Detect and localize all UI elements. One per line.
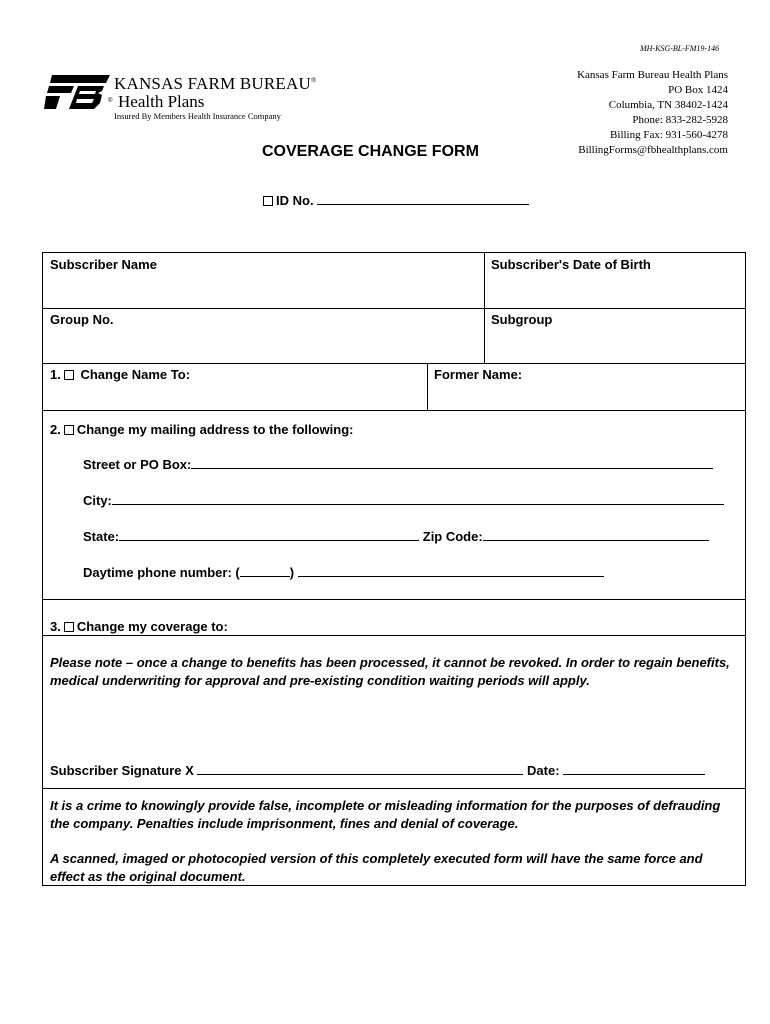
column-divider — [484, 253, 485, 363]
former-name-label: Former Name: — [434, 367, 523, 382]
logo-health-plans: Health Plans — [118, 92, 205, 111]
change-address-label: Change my mailing address to the following: — [76, 422, 354, 437]
change-name-checkbox[interactable] — [64, 370, 74, 380]
date-field[interactable] — [563, 762, 705, 775]
change-coverage-label: Change my coverage to: — [76, 619, 228, 634]
logo-registered-mark: ® — [108, 98, 113, 104]
signature-field[interactable] — [197, 762, 523, 775]
id-number-row — [260, 192, 529, 208]
address-line: Phone: 833-282-5928 — [632, 114, 728, 126]
signature-row — [50, 762, 705, 778]
change-name-label: Change Name To: — [80, 367, 191, 382]
state-field[interactable] — [119, 528, 419, 541]
form-code: MH-KSG-BL-FM19-146 — [640, 44, 720, 53]
change-address-row: 2. Change my mailing address to the following: — [50, 422, 354, 437]
row-divider — [43, 599, 745, 600]
subscriber-dob-label: Subscriber's Date of Birth — [491, 257, 651, 272]
address-line: Billing Fax: 931-560-4278 — [610, 129, 728, 141]
street-row — [83, 456, 713, 472]
signature-label: Subscriber Signature X — [50, 763, 194, 778]
group-no-label: Group No. — [50, 312, 114, 327]
address-email[interactable]: BillingForms@fbhealthplans.com — [578, 144, 728, 156]
benefits-note: Please note – once a change to benefits has been processed, it cannot be revoked. In order to regain benefits, medical underwriting for approval and pre-existing condition waiting periods will apply. — [50, 655, 730, 688]
address-line: Kansas Farm Bureau Health Plans — [577, 69, 728, 81]
address-line: Columbia, TN 38402-1424 — [608, 99, 728, 111]
coverage-change-form — [42, 252, 746, 886]
city-label: City: — [83, 493, 112, 508]
row-divider — [43, 410, 745, 411]
state-label: State: — [83, 529, 120, 544]
copy-notice: A scanned, imaged or photocopied version of this completely executed form will have the same force and effect as the original document. — [50, 851, 703, 884]
change-coverage-row: 3. Change my coverage to: — [50, 619, 228, 634]
phone-label: Daytime phone number: ( — [83, 565, 240, 580]
street-label: Street or PO Box: — [83, 457, 192, 472]
street-field[interactable] — [191, 456, 713, 469]
crime-notice: It is a crime to knowingly provide false, incomplete or misleading information for the purposes of defrauding the company. Penalties include imprisonment, fines and denial of coverage. — [50, 798, 721, 831]
phone-number-field[interactable] — [298, 564, 604, 577]
subgroup-label: Subgroup — [491, 312, 553, 327]
address-line: PO Box 1424 — [668, 84, 728, 96]
phone-row: Daytime phone number: ( ) — [83, 564, 604, 580]
change-name-row: 1. Change Name To: — [50, 367, 191, 382]
fb-logo-icon — [44, 75, 113, 109]
form-title: COVERAGE CHANGE FORM — [262, 143, 479, 160]
id-field[interactable] — [317, 192, 529, 205]
zip-field[interactable] — [483, 528, 709, 541]
city-row — [83, 492, 724, 508]
phone-area-code-field[interactable] — [240, 564, 290, 577]
logo-company-name: KANSAS FARM BUREAU® — [114, 74, 317, 93]
state-zip-row — [83, 528, 709, 544]
city-field[interactable] — [112, 492, 724, 505]
id-label: ID No. — [276, 193, 314, 208]
id-checkbox[interactable] — [263, 196, 273, 206]
change-coverage-checkbox[interactable] — [64, 622, 74, 632]
logo-tagline: Insured By Members Health Insurance Company — [114, 111, 281, 121]
company-address — [577, 68, 728, 158]
column-divider — [427, 363, 428, 410]
row-divider — [43, 788, 745, 789]
date-label: Date: — [527, 763, 560, 778]
row-divider — [43, 363, 745, 364]
subscriber-name-label: Subscriber Name — [50, 257, 157, 272]
row-divider — [43, 635, 745, 636]
row-divider — [43, 308, 745, 309]
zip-label: Zip Code: — [422, 529, 483, 544]
change-address-checkbox[interactable] — [64, 425, 74, 435]
